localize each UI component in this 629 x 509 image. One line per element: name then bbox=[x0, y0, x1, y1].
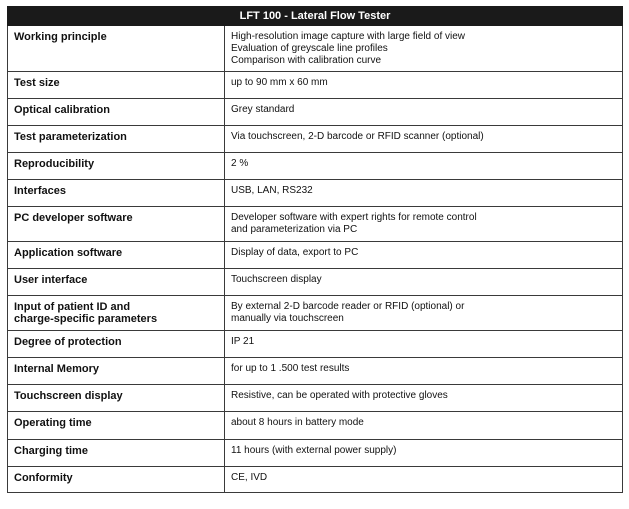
table-row bbox=[8, 440, 623, 467]
spec-value-line: 11 hours (with external power supply) bbox=[231, 445, 397, 456]
table-row bbox=[8, 26, 623, 72]
spec-value-line: 2 % bbox=[231, 158, 249, 169]
spec-value bbox=[225, 358, 623, 385]
spec-label-line: Reproducibility bbox=[14, 158, 95, 170]
table-row bbox=[8, 467, 623, 493]
spec-value-line: manually via touchscreen bbox=[231, 313, 344, 324]
table-row bbox=[8, 412, 623, 440]
table-row bbox=[8, 207, 623, 242]
spec-label bbox=[8, 26, 225, 72]
spec-value bbox=[225, 242, 623, 269]
spec-label-line: Interfaces bbox=[14, 185, 66, 197]
spec-label bbox=[8, 126, 225, 153]
spec-value-line: Via touchscreen, 2-D barcode or RFID scanner (optional) bbox=[231, 131, 484, 142]
spec-label-line: Optical calibration bbox=[14, 104, 110, 116]
table-row bbox=[8, 153, 623, 180]
spec-label bbox=[8, 440, 225, 467]
spec-value bbox=[225, 126, 623, 153]
spec-label-line: Operating time bbox=[14, 417, 92, 429]
spec-label-line: Internal Memory bbox=[14, 363, 99, 375]
spec-value-line: Grey standard bbox=[231, 104, 295, 115]
table-row bbox=[8, 358, 623, 385]
spec-value-line: for up to 1 .500 test results bbox=[231, 363, 350, 374]
spec-value bbox=[225, 207, 623, 242]
spec-label bbox=[8, 385, 225, 412]
spec-label-line: Working principle bbox=[14, 31, 107, 43]
spec-label bbox=[8, 153, 225, 180]
spec-label-line: Input of patient ID and bbox=[14, 301, 131, 313]
spec-label-line: Conformity bbox=[14, 472, 73, 484]
spec-value bbox=[225, 331, 623, 358]
table-row bbox=[8, 99, 623, 126]
spec-value-line: Display of data, export to PC bbox=[231, 247, 359, 258]
spec-value-line: CE, IVD bbox=[231, 472, 268, 483]
spec-label bbox=[8, 99, 225, 126]
spec-value-line: and parameterization via PC bbox=[231, 224, 358, 235]
spec-value bbox=[225, 72, 623, 99]
spec-value-line: up to 90 mm x 60 mm bbox=[231, 77, 328, 88]
spec-label-line: Test parameterization bbox=[14, 131, 127, 143]
spec-label bbox=[8, 412, 225, 440]
table-header-row bbox=[8, 7, 623, 26]
spec-value-line: IP 21 bbox=[231, 336, 255, 347]
spec-label bbox=[8, 358, 225, 385]
spec-label bbox=[8, 296, 225, 331]
spec-value-line: By external 2-D barcode reader or RFID (optional) or bbox=[231, 301, 465, 312]
spec-value bbox=[225, 296, 623, 331]
spec-label bbox=[8, 269, 225, 296]
spec-table-body bbox=[8, 26, 623, 493]
spec-label-line: PC developer software bbox=[14, 212, 133, 224]
spec-value bbox=[225, 26, 623, 72]
spec-label-line: Charging time bbox=[14, 445, 88, 457]
spec-value-line: about 8 hours in battery mode bbox=[231, 417, 364, 428]
spec-value bbox=[225, 153, 623, 180]
spec-label-line: Application software bbox=[14, 247, 123, 259]
spec-value-line: Developer software with expert rights for remote control bbox=[231, 212, 477, 223]
spec-label bbox=[8, 207, 225, 242]
table-row bbox=[8, 126, 623, 153]
table-row bbox=[8, 180, 623, 207]
spec-label-line: User interface bbox=[14, 274, 88, 286]
spec-value-line: Touchscreen display bbox=[231, 274, 322, 285]
spec-value-line: USB, LAN, RS232 bbox=[231, 185, 313, 196]
spec-value-line: Comparison with calibration curve bbox=[231, 55, 382, 66]
spec-value bbox=[225, 467, 623, 493]
table-row bbox=[8, 269, 623, 296]
spec-label-line: charge-specific parameters bbox=[14, 313, 158, 325]
table-row bbox=[8, 242, 623, 269]
spec-label bbox=[8, 331, 225, 358]
spec-label-line: Test size bbox=[14, 77, 60, 89]
spec-label bbox=[8, 72, 225, 99]
spec-label-line: Degree of protection bbox=[14, 336, 122, 348]
spec-label bbox=[8, 180, 225, 207]
spec-value bbox=[225, 180, 623, 207]
spec-value-line: Evaluation of greyscale line profiles bbox=[231, 43, 388, 54]
spec-value-line: Resistive, can be operated with protective gloves bbox=[231, 390, 448, 401]
spec-value bbox=[225, 269, 623, 296]
spec-label bbox=[8, 467, 225, 493]
table-row bbox=[8, 296, 623, 331]
table-row bbox=[8, 72, 623, 99]
spec-value bbox=[225, 412, 623, 440]
table-row bbox=[8, 331, 623, 358]
table-title: LFT 100 - Lateral Flow Tester bbox=[8, 7, 623, 26]
spec-value-line: High-resolution image capture with large field of view bbox=[231, 31, 466, 42]
spec-label-line: Touchscreen display bbox=[14, 390, 123, 402]
spec-value bbox=[225, 99, 623, 126]
spec-label bbox=[8, 242, 225, 269]
spec-value bbox=[225, 440, 623, 467]
spec-value bbox=[225, 385, 623, 412]
spec-table bbox=[7, 6, 623, 493]
table-row bbox=[8, 385, 623, 412]
